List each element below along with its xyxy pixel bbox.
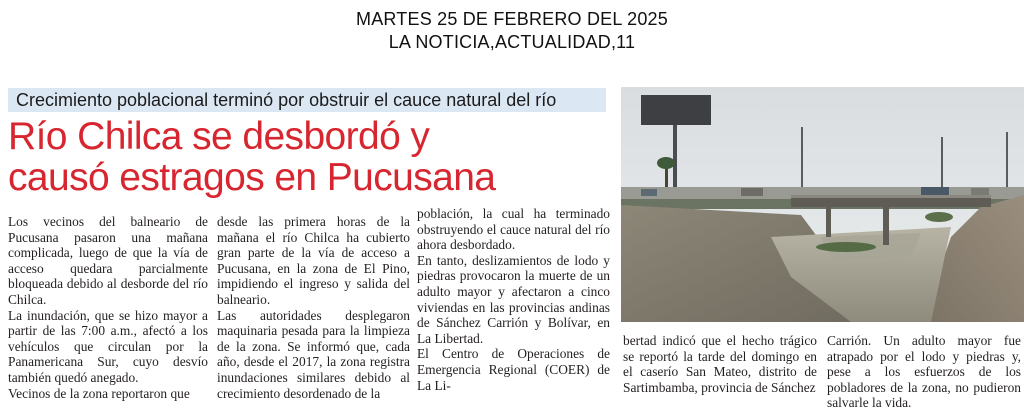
date-line: MARTES 25 DE FEBRERO DEL 2025 bbox=[356, 9, 668, 29]
river-photo bbox=[621, 87, 1024, 322]
paragraph: Los vecinos del balneario de Pucusana pasaron una mañana complicada, luego de que la vía de acceso quedara parcialmente bloqueada debido al desborde del río Chilca. bbox=[8, 214, 208, 307]
column-4 bbox=[623, 333, 817, 395]
headline bbox=[8, 116, 618, 198]
column-3 bbox=[417, 206, 610, 393]
paragraph: desde las primera horas de la mañana el río Chilca ha cubierto gran parte de la vía de acceso a Pucusana, en la zona de El Pino, impidiendo el ingreso y salida del balneario. bbox=[217, 214, 410, 307]
paragraph: El Centro de Operaciones de Emergencia Regional (COER) de La Li- bbox=[417, 346, 610, 393]
paragraph: La inundación, que se hizo mayor a partir de las 7:00 a.m., afectó a los vehículos que circulan por la Panamericana Sur, cuyo desvío también quedó anegado. bbox=[8, 307, 208, 385]
kicker-text: Crecimiento poblacional terminó por obstruir el cauce natural del río bbox=[16, 90, 557, 110]
kicker-band bbox=[8, 88, 606, 112]
headline-line-1: Río Chilca se desbordó y bbox=[8, 115, 430, 158]
paragraph: Carrión. Un adulto mayor fue atrapado por el lodo y piedras y, pese a los esfuerzos de los pobladores de la zona, no pudieron salvarle la vida. bbox=[827, 333, 1021, 411]
column-5 bbox=[827, 333, 1021, 411]
paragraph: población, la cual ha terminado obstruyendo el cauce natural del río ahora desbordado. bbox=[417, 206, 610, 253]
river-photo-illustration bbox=[621, 87, 1024, 322]
paragraph: Las autoridades desplegaron maquinaria pesada para la limpieza de la zona. Se informó que, cada año, desde el 2017, la zona registra inundaciones similares debido al crecimiento desordenado de la bbox=[217, 307, 410, 401]
paragraph: Vecinos de la zona reportaron que bbox=[8, 385, 190, 401]
column-2 bbox=[217, 214, 410, 401]
paragraph: bertad indicó que el hecho trágico se reportó la tarde del domingo en el caserío San Mateo, distrito de Sartimbamba, provincia de Sánchez bbox=[623, 333, 817, 395]
paragraph: En tanto, deslizamientos de lodo y piedras provocaron la muerte de un adulto mayor y afectaron a cinco viviendas en las provincias andinas de Sánchez Carrión y Bolívar, en La Libertad. bbox=[417, 252, 610, 346]
section-line: LA NOTICIA,ACTUALIDAD,11 bbox=[388, 32, 636, 52]
column-1 bbox=[8, 214, 208, 401]
headline-line-2: causó estragos en Pucusana bbox=[8, 156, 496, 199]
